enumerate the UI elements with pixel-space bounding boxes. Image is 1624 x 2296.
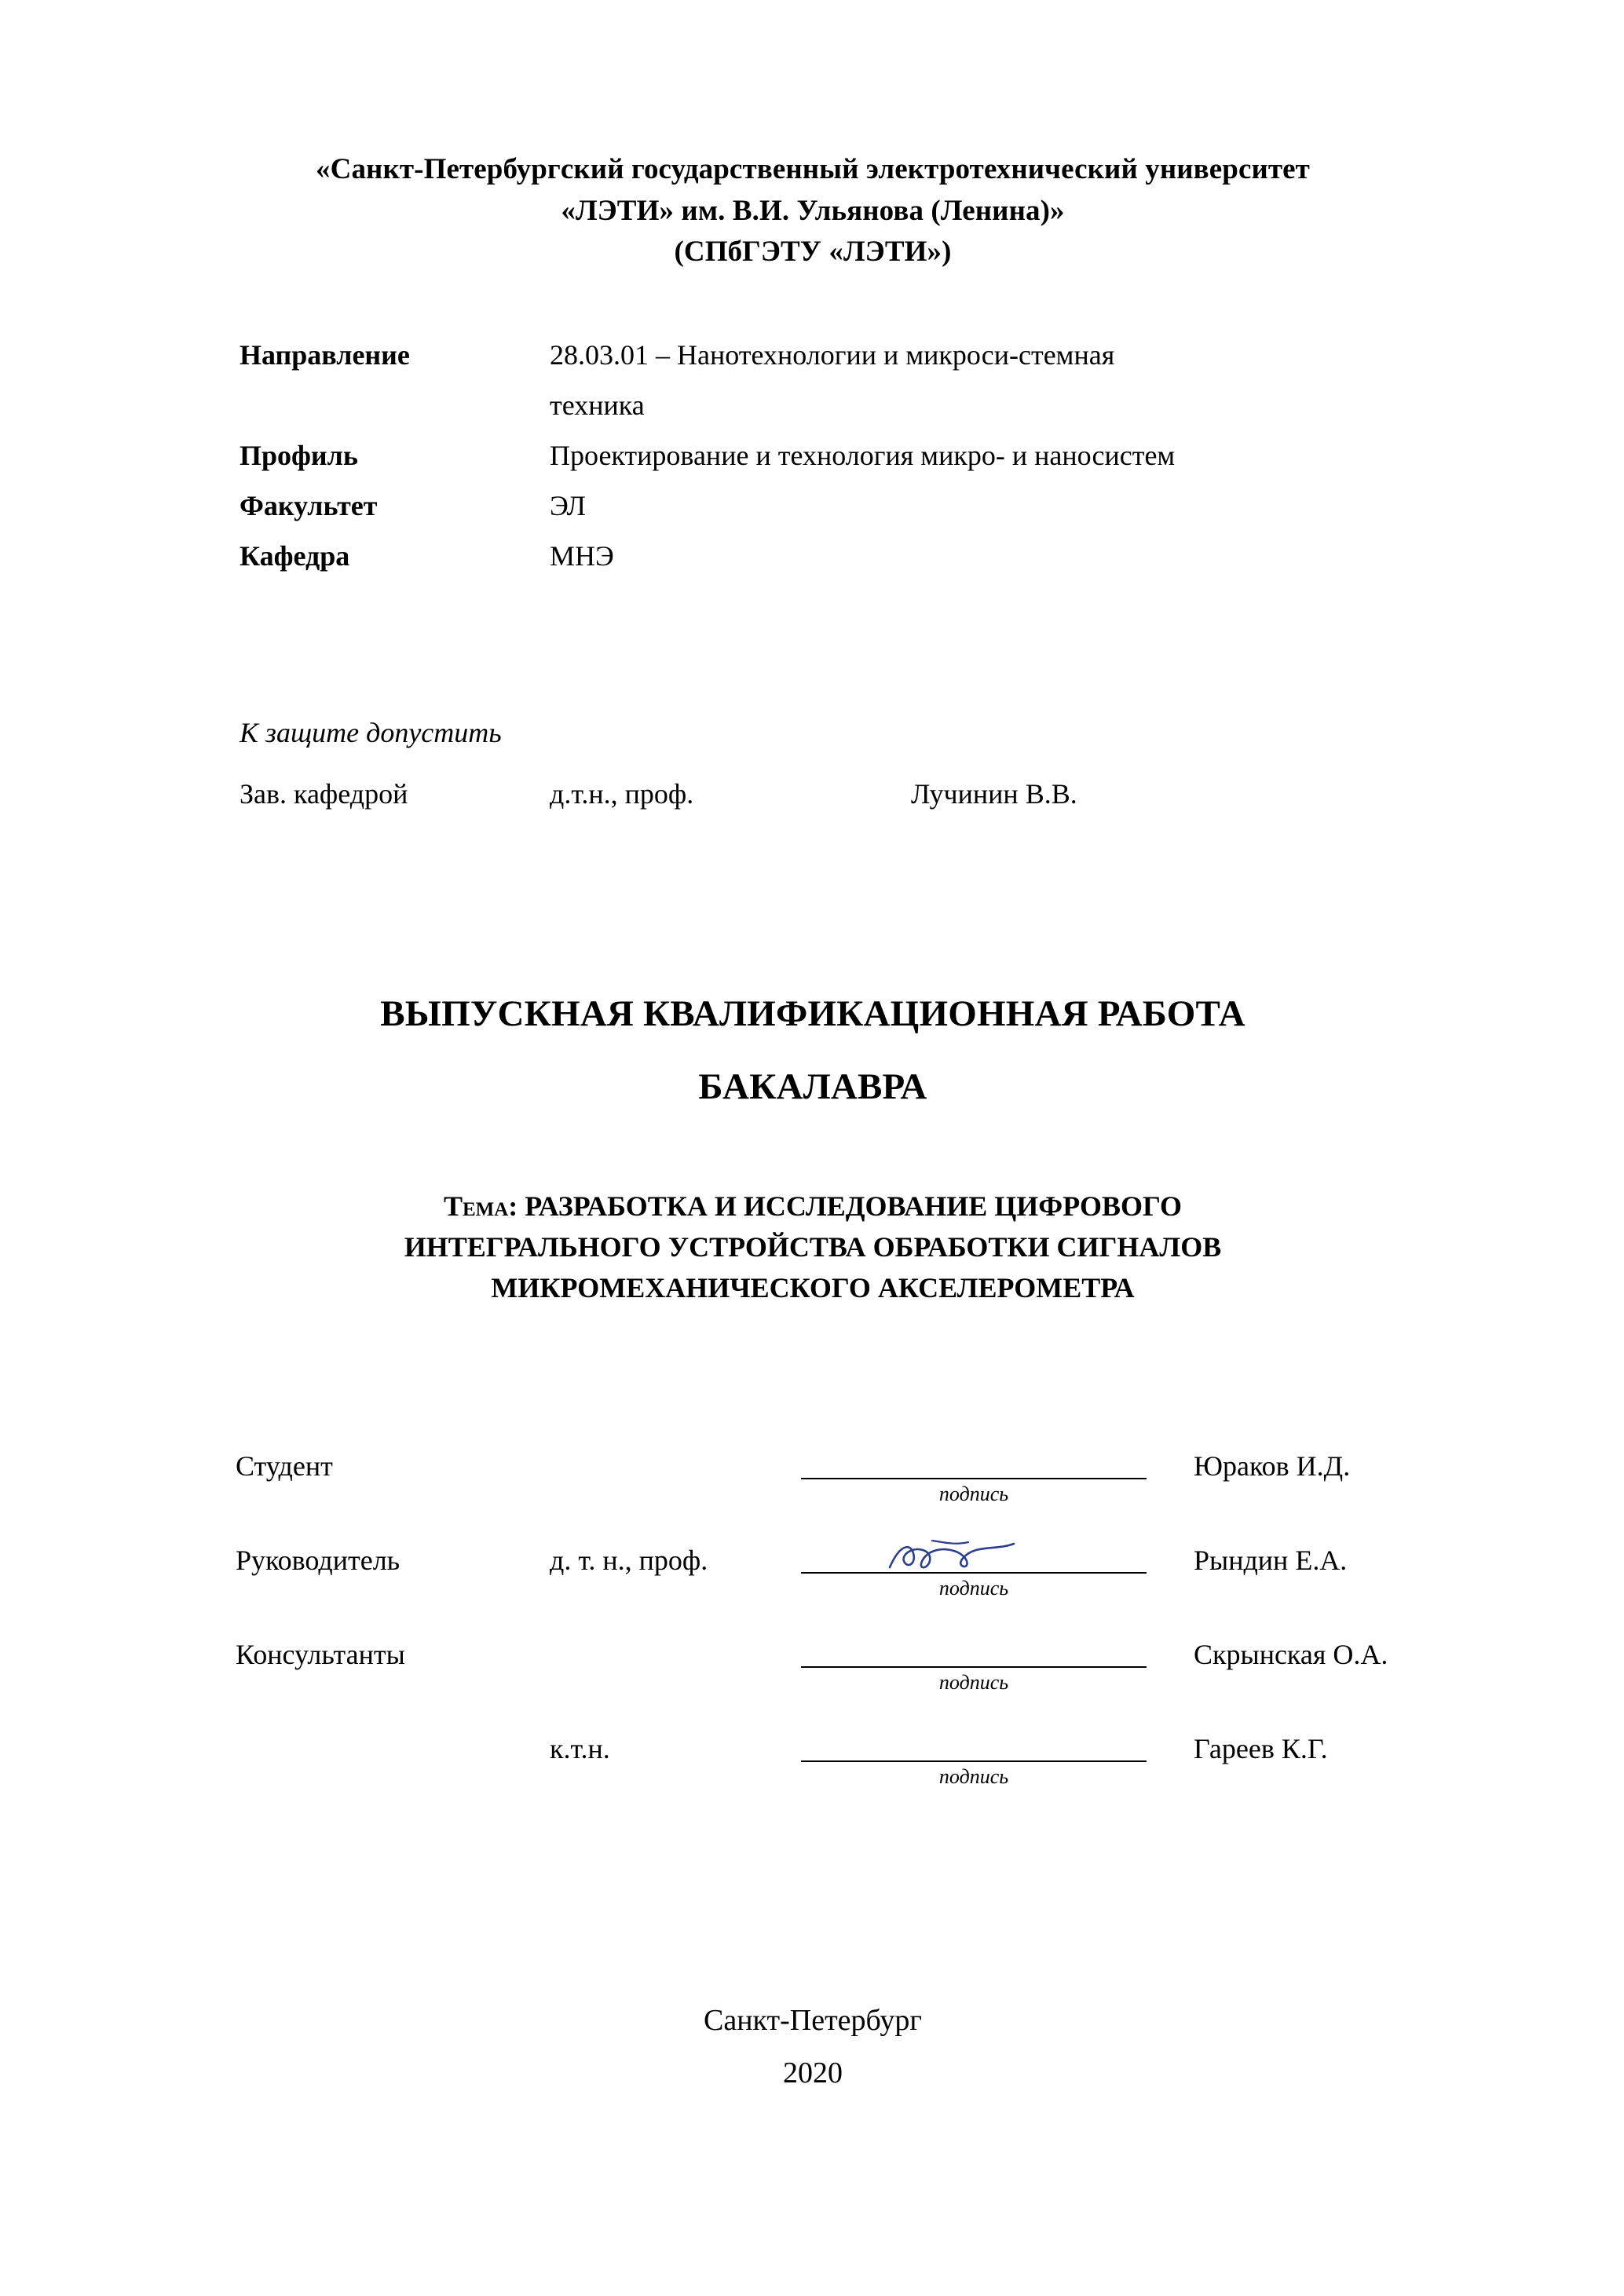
signature-row-consultant-1 bbox=[236, 1633, 1461, 1695]
signature-role-empty bbox=[236, 1727, 550, 1732]
approval-note: К защите допустить bbox=[240, 717, 502, 748]
signature-name-consultant-1: Скрынская О.А. bbox=[1194, 1639, 1388, 1670]
signature-row-consultant-2 bbox=[236, 1727, 1461, 1789]
approval-degree: д.т.н., проф. bbox=[550, 777, 694, 810]
field-label-department: Кафедра bbox=[240, 540, 350, 572]
footer-city: Санкт-Петербург bbox=[703, 2004, 923, 2037]
university-abbreviation: (СПбГЭТУ «ЛЭТИ») bbox=[674, 236, 952, 269]
signature-name-student: Юраков И.Д. bbox=[1194, 1450, 1351, 1482]
signature-degree-consultant-1 bbox=[550, 1633, 801, 1638]
field-label-profile: Профиль bbox=[240, 440, 358, 472]
field-row-profile bbox=[240, 430, 1449, 481]
approval-row bbox=[240, 770, 1449, 818]
field-value-faculty: ЭЛ bbox=[550, 490, 586, 522]
theme-first-line bbox=[220, 1186, 1406, 1227]
signature-rule bbox=[801, 1478, 1147, 1479]
document-footer bbox=[181, 1994, 1445, 2099]
field-label-faculty: Факультет bbox=[240, 490, 378, 522]
theme-line-2: ИНТЕГРАЛЬНОГО УСТРОЙСТВА ОБРАБОТКИ СИГНАЛОВ bbox=[404, 1231, 1222, 1263]
signature-caption: подпись bbox=[938, 1765, 1009, 1788]
theme-prefix: Тема: bbox=[443, 1190, 518, 1222]
program-fields bbox=[240, 330, 1449, 581]
university-header bbox=[181, 149, 1445, 273]
signature-row-student bbox=[236, 1445, 1461, 1506]
signature-line-consultant-1 bbox=[801, 1633, 1147, 1695]
signature-caption: подпись bbox=[938, 1577, 1009, 1600]
signature-rule bbox=[801, 1760, 1147, 1762]
signature-role-supervisor: Руководитель bbox=[236, 1545, 401, 1576]
signature-rule bbox=[801, 1572, 1147, 1574]
work-theme bbox=[220, 1186, 1406, 1309]
signature-name-consultant-2: Гареев К.Г. bbox=[1194, 1733, 1328, 1764]
university-name-line-2: «ЛЭТИ» им. В.И. Ульянова (Ленина)» bbox=[561, 194, 1065, 227]
signature-line-consultant-2 bbox=[801, 1727, 1147, 1789]
signature-caption: подпись bbox=[938, 1483, 1009, 1505]
footer-year: 2020 bbox=[783, 2056, 843, 2089]
signature-block bbox=[236, 1445, 1461, 1822]
signature-role-consultants: Консультанты bbox=[236, 1639, 405, 1670]
signature-line-student bbox=[801, 1445, 1147, 1506]
signature-line-supervisor bbox=[801, 1539, 1147, 1600]
field-label-direction: Направление bbox=[240, 339, 410, 371]
signature-role-student: Студент bbox=[236, 1450, 333, 1482]
signature-name-supervisor: Рындин Е.А. bbox=[1194, 1545, 1348, 1576]
field-value-profile: Проектирование и технология микро- и наносистем bbox=[550, 440, 1176, 472]
signature-degree-supervisor: д. т. н., проф. bbox=[550, 1545, 708, 1576]
signature-caption: подпись bbox=[938, 1671, 1009, 1694]
signature-degree-student bbox=[550, 1445, 801, 1450]
signature-rule bbox=[801, 1666, 1147, 1668]
field-value-direction: 28.03.01 – Нанотехнологии и микроси-стемная техника bbox=[550, 339, 1115, 422]
field-row-faculty bbox=[240, 481, 1449, 531]
signature-row-supervisor bbox=[236, 1539, 1461, 1600]
university-name-line-1: «Санкт-Петербургский государственный электротехнический университет bbox=[316, 153, 1310, 185]
work-title-line-1: ВЫПУСКНАЯ КВАЛИФИКАЦИОННАЯ РАБОТА bbox=[380, 993, 1245, 1034]
work-title bbox=[181, 985, 1445, 1116]
approval-name: Лучинин В.В. bbox=[911, 777, 1077, 810]
field-value-department: МНЭ bbox=[550, 540, 614, 572]
approval-role: Зав. кафедрой bbox=[240, 777, 408, 810]
field-row-department bbox=[240, 531, 1449, 581]
approval-block bbox=[240, 711, 1449, 818]
theme-line-1: РАЗРАБОТКА И ИССЛЕДОВАНИЕ ЦИФРОВОГО bbox=[525, 1190, 1183, 1222]
field-row-direction bbox=[240, 330, 1449, 430]
signature-degree-consultant-2: к.т.н. bbox=[550, 1733, 610, 1764]
work-title-line-2: БАКАЛАВРА bbox=[698, 1066, 927, 1107]
theme-line-3: МИКРОМЕХАНИЧЕСКОГО АКСЕЛЕРОМЕТРА bbox=[491, 1272, 1135, 1304]
